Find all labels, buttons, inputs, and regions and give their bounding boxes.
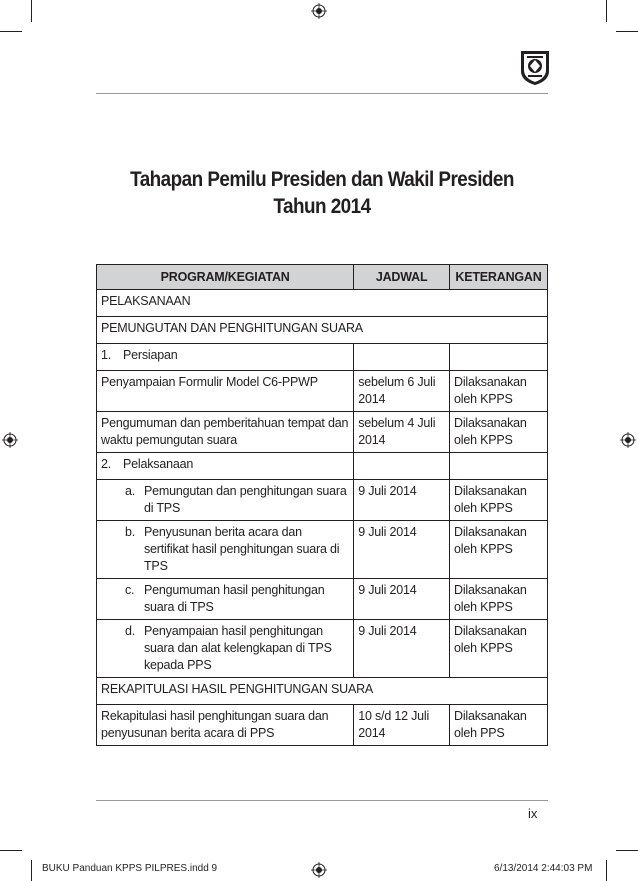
table-row xyxy=(97,412,548,453)
crop-mark xyxy=(606,0,607,22)
table-header-row xyxy=(97,265,548,290)
section-row xyxy=(97,317,548,344)
group-number: 2. xyxy=(101,457,112,471)
jadwal-cell: sebelum 4 Juli 2014 xyxy=(354,412,450,453)
kegiatan-cell: Penyampaian Formulir Model C6-PPWP xyxy=(97,371,354,412)
table-row xyxy=(97,620,548,678)
jadwal-cell: 9 Juli 2014 xyxy=(354,620,450,678)
item-letter: c. xyxy=(125,583,135,597)
jadwal-cell: 9 Juli 2014 xyxy=(354,579,450,620)
group-label-persiapan xyxy=(97,344,354,371)
kegiatan-cell xyxy=(97,620,354,678)
crop-mark xyxy=(616,31,638,32)
item-letter: a. xyxy=(125,484,136,498)
crop-mark xyxy=(0,31,22,32)
keterangan-cell: Dilaksanakan oleh KPPS xyxy=(450,620,548,678)
section-label-pelaksanaan: PELAKSANAAN xyxy=(97,290,548,317)
header-rule xyxy=(96,93,548,94)
jadwal-cell: sebelum 6 Juli 2014 xyxy=(354,371,450,412)
table-row xyxy=(97,480,548,521)
kegiatan-cell xyxy=(97,521,354,579)
group-number: 1. xyxy=(101,348,112,362)
kegiatan-cell: Pengumuman dan pemberitahuan tempat dan waktu pemungutan suara xyxy=(97,412,354,453)
item-letter: b. xyxy=(125,525,136,539)
keterangan-cell: Dilaksanakan oleh KPPS xyxy=(450,521,548,579)
jadwal-cell: 10 s/d 12 Juli 2014 xyxy=(354,705,450,746)
keterangan-cell: Dilaksanakan oleh KPPS xyxy=(450,371,548,412)
column-header-jadwal: JADWAL xyxy=(354,265,450,290)
group-row xyxy=(97,344,548,371)
schedule-table xyxy=(96,264,548,746)
empty-cell xyxy=(354,344,450,371)
group-row xyxy=(97,453,548,480)
table-row xyxy=(97,579,548,620)
page-title xyxy=(119,166,526,220)
empty-cell xyxy=(354,453,450,480)
keterangan-cell: Dilaksanakan oleh KPPS xyxy=(450,480,548,521)
group-label: Persiapan xyxy=(123,348,178,362)
section-label-pemungutan: PEMUNGUTAN DAN PENGHITUNGAN SUARA xyxy=(97,317,548,344)
crop-mark xyxy=(31,0,32,22)
kegiatan-cell xyxy=(97,579,354,620)
registration-mark-icon xyxy=(2,432,18,448)
item-text: Penyampaian hasil penghitungan suara dan alat kelengkapan di TPS kepada PPS xyxy=(144,624,332,672)
jadwal-cell: 9 Juli 2014 xyxy=(354,480,450,521)
column-header-keterangan: KETERANGAN xyxy=(450,265,548,290)
title-line-2: Tahun 2014 xyxy=(273,195,371,218)
footer-rule xyxy=(96,800,548,801)
section-row xyxy=(97,290,548,317)
item-text: Penyusunan berita acara dan sertifikat hasil penghitungan suara di TPS xyxy=(144,525,340,573)
empty-cell xyxy=(450,453,548,480)
group-label-pelaksanaan xyxy=(97,453,354,480)
section-row xyxy=(97,678,548,705)
kegiatan-cell xyxy=(97,480,354,521)
crop-mark xyxy=(606,860,607,881)
print-slug-file: BUKU Panduan KPPS PILPRES.indd 9 xyxy=(42,863,218,874)
registration-mark-icon xyxy=(311,862,327,878)
table-row xyxy=(97,521,548,579)
jadwal-cell: 9 Juli 2014 xyxy=(354,521,450,579)
empty-cell xyxy=(450,344,548,371)
crop-mark xyxy=(31,860,32,881)
print-slug-timestamp: 6/13/2014 2:44:03 PM xyxy=(494,863,593,874)
registration-mark-icon xyxy=(311,3,327,19)
registration-mark-icon xyxy=(620,432,636,448)
page-number: ix xyxy=(528,806,538,821)
title-line-1: Tahapan Pemilu Presiden dan Wakil Presiden xyxy=(130,168,514,191)
column-header-program: PROGRAM/KEGIATAN xyxy=(97,265,354,290)
keterangan-cell: Dilaksanakan oleh PPS xyxy=(450,705,548,746)
keterangan-cell: Dilaksanakan oleh KPPS xyxy=(450,412,548,453)
table-row xyxy=(97,371,548,412)
table-row xyxy=(97,705,548,746)
group-label: Pelaksanaan xyxy=(123,457,194,471)
item-text: Pemungutan dan penghitungan suara di TPS xyxy=(144,484,347,515)
kpu-emblem-icon xyxy=(518,47,552,87)
keterangan-cell: Dilaksanakan oleh KPPS xyxy=(450,579,548,620)
kegiatan-cell: Rekapitulasi hasil penghitungan suara dan penyusunan berita acara di PPS xyxy=(97,705,354,746)
crop-mark xyxy=(0,850,22,851)
crop-mark xyxy=(616,850,638,851)
section-label-rekapitulasi: REKAPITULASI HASIL PENGHITUNGAN SUARA xyxy=(97,678,548,705)
item-letter: d. xyxy=(125,624,136,638)
item-text: Pengumuman hasil penghitungan suara di TPS xyxy=(144,583,325,614)
